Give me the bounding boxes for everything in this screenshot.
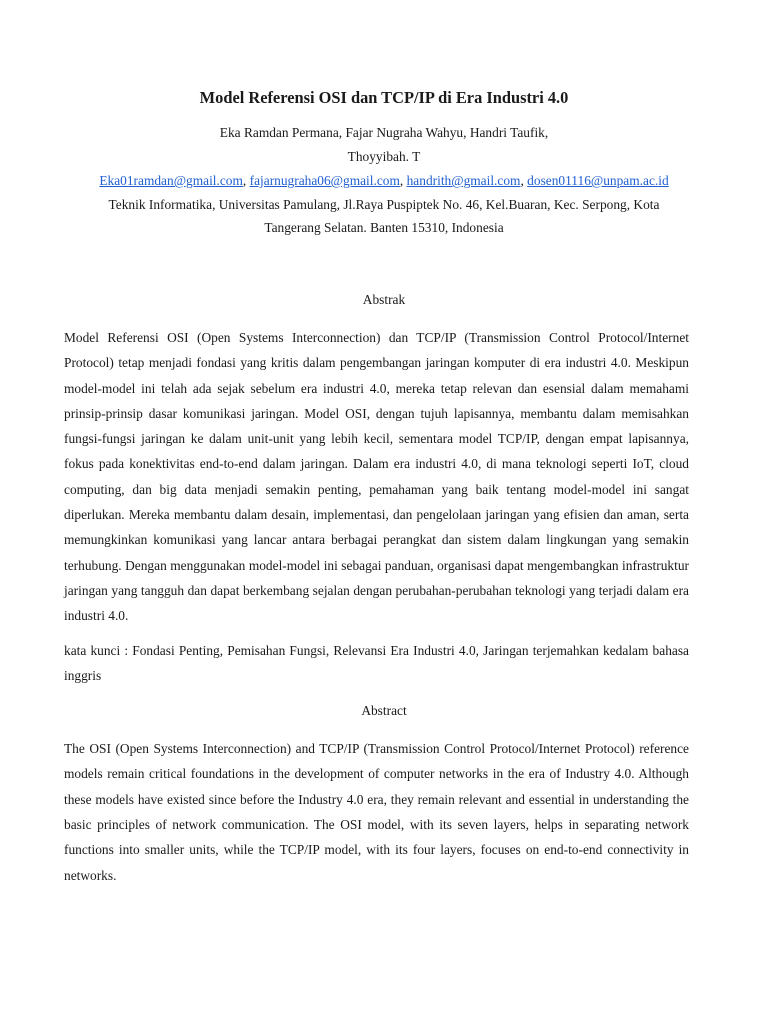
email-link-fajar[interactable]: fajarnugraha06@gmail.com (249, 173, 400, 188)
email-link-handri[interactable]: handrith@gmail.com (406, 173, 521, 188)
email-separator: , (242, 173, 250, 188)
author-emails (64, 169, 689, 193)
authors-line-2: Thoyyibah. T (347, 149, 421, 164)
affiliation-line-1: Teknik Informatika, Universitas Pamulang, Jl.Raya Puspiptek No. 46, Kel.Buaran, Kec. Serpong, Kota (108, 197, 660, 212)
email-separator: , (520, 173, 528, 188)
abstrak-heading: Abstrak (362, 292, 406, 307)
email-link-dosen[interactable]: dosen01116@unpam.ac.id (527, 173, 669, 188)
authors-line-1: Eka Ramdan Permana, Fajar Nugraha Wahyu, Handri Taufik, (219, 125, 549, 140)
abstrak-paragraph: Model Referensi OSI (Open Systems Interconnection) dan TCP/IP (Transmission Control Protocol/Internet Protocol) tetap menjadi fondasi yang kritis dalam pengembangan jaringan komputer di era industri 4.0. Meskipun model-model ini telah ada sejak sebelum era industri 4.0, mereka tetap relevan dan esensial dalam memahami prinsip-prinsip dasar komunikasi jaringan. Model OSI, dengan tujuh lapisannya, membantu dalam memisahkan fungsi-fungsi jaringan ke dalam unit-unit yang lebih kecil, sementara model TCP/IP, dengan empat lapisannya, fokus pada konektivitas end-to-end dalam jaringan. Dalam era industri 4.0, di mana teknologi seperti IoT, cloud computing, dan big data menjadi semakin penting, pemahaman yang baik tentang model-model ini sangat diperlukan. Mereka membantu dalam desain, implementasi, dan pengelolaan jaringan yang efisien dan aman, serta memungkinkan komunikasi yang lancar antara berbagai perangkat dan sistem dalam lingkungan yang semakin terhubung. Dengan menggunakan model-model ini sebagai panduan, organisasi dapat mengembangkan infrastruktur jaringan yang tangguh dan dapat berkembang sejalan dengan perubahan-perubahan teknologi yang terjadi dalam era industri 4.0. (64, 330, 689, 624)
paper-title: Model Referensi OSI dan TCP/IP di Era Industri 4.0 (199, 88, 569, 107)
author-list (64, 121, 689, 169)
email-link-eka[interactable]: Eka01ramdan@gmail.com (99, 173, 243, 188)
affiliation-line-2: Tangerang Selatan. Banten 15310, Indonesia (264, 220, 504, 235)
keywords-paragraph: kata kunci : Fondasi Penting, Pemisahan Fungsi, Relevansi Era Industri 4.0, Jaringan terjemahkan kedalam bahasa inggris (64, 642, 689, 683)
abstract-paragraph: The OSI (Open Systems Interconnection) and TCP/IP (Transmission Control Protocol/Internet Protocol) reference models remain critical foundations in the development of computer networks in the era of Industry 4.0. Although these models have existed since before the Industry 4.0 era, they remain relevant and essential in understanding the basic principles of network communication. The OSI model, with its seven layers, helps in separating network functions into smaller units, while the TCP/IP model, with its four layers, focuses on end-to-end connectivity in networks. (64, 741, 689, 883)
author-affiliation (64, 193, 689, 239)
abstract-heading: Abstract (361, 703, 407, 719)
email-separator: , (399, 173, 407, 188)
